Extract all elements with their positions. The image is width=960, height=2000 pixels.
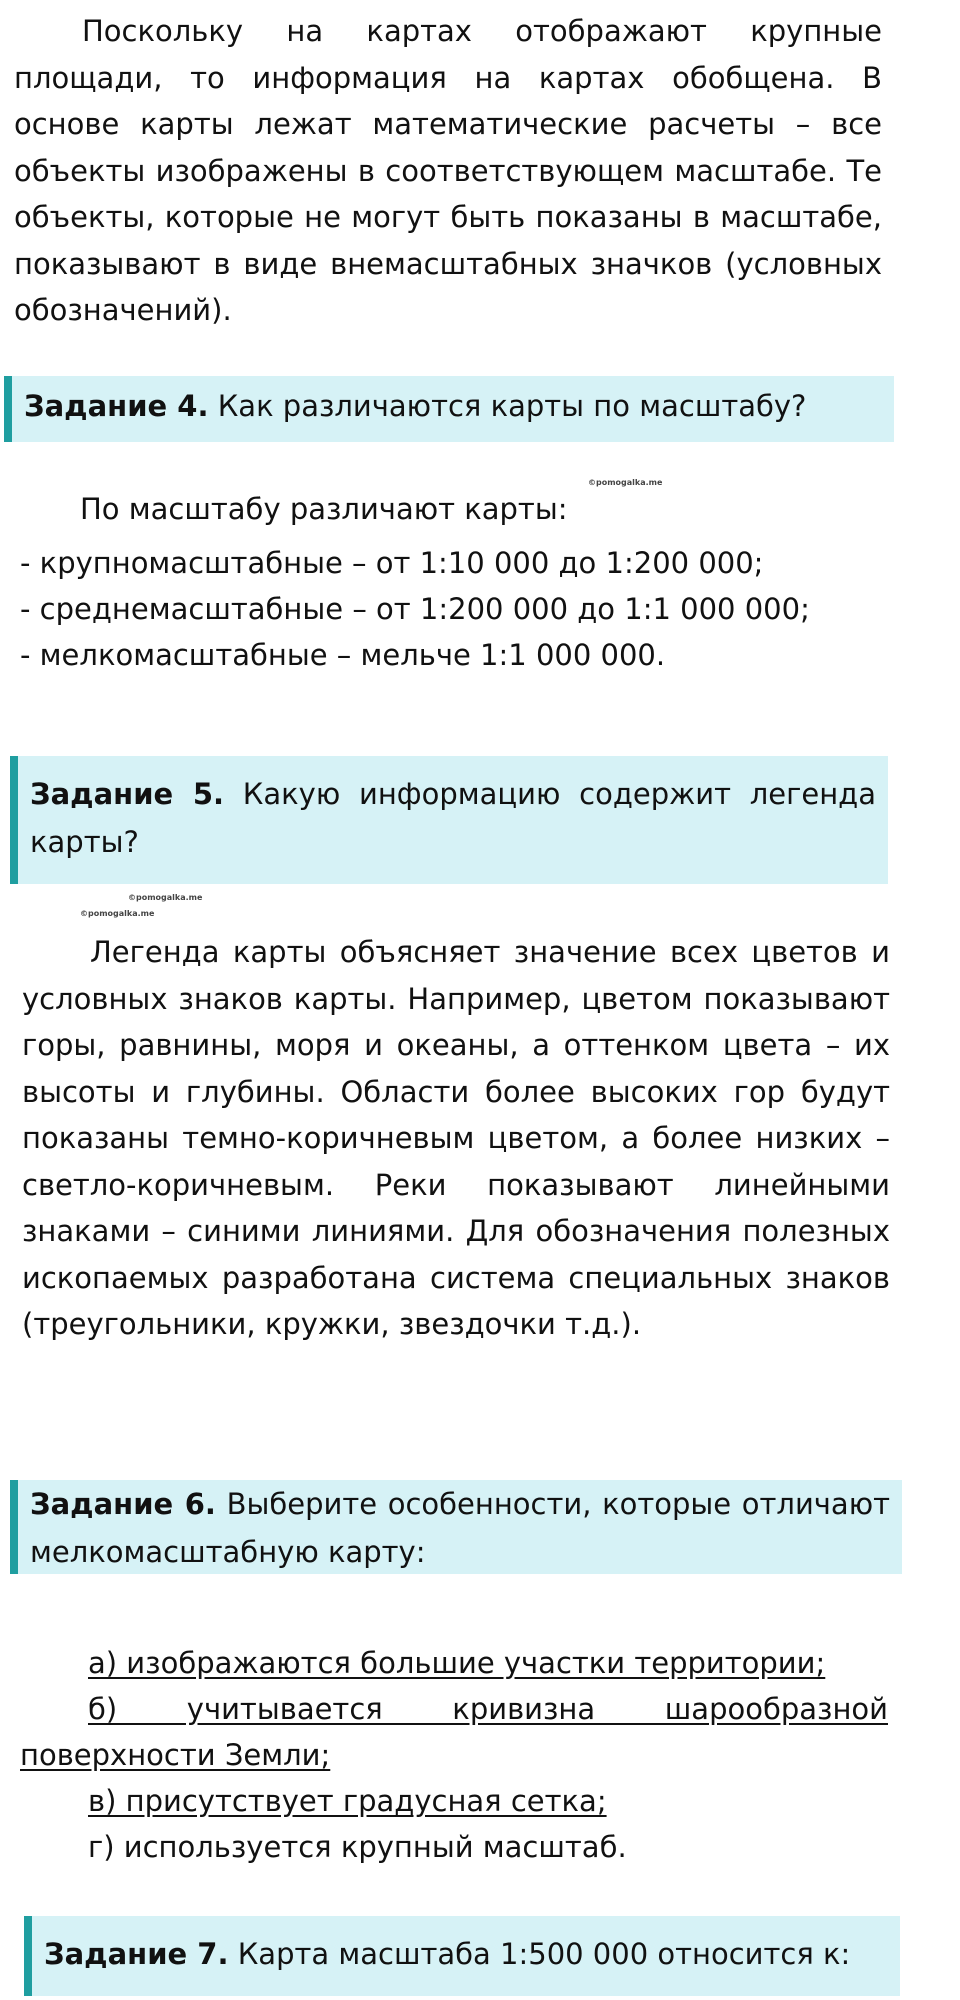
task-5-answer: Легенда карты объясняет значение всех цветов и условных знаков карты. Например, цветом показывают горы, равнины, моря и океаны, а оттенком цвета – их высоты и глубины. Области более высоких гор будут показаны темно-коричневым цветом, а более низких – светло-коричневым. Реки показывают линейными знаками – синими линиями. Для обозначения полезных ископаемых разработана система специальных знаков (треугольники, кружки, звездочки т.д.).	[22, 935, 890, 1341]
task-6-header	[10, 1480, 902, 1574]
task-5-header	[10, 756, 888, 884]
task-7-header	[24, 1916, 900, 1996]
watermark: ©pomogalka.me	[128, 893, 203, 902]
task-4-header	[4, 376, 894, 442]
task-6-label: Задание 6.	[30, 1487, 216, 1521]
task-6-option-b: б) учитывается кривизна шарообразной поверхности Земли;	[20, 1692, 888, 1772]
task-7-question: Карта масштаба 1:500 000 относится к:	[228, 1937, 851, 1971]
task-6-option-a: а) изображаются большие участки территории;	[88, 1646, 826, 1680]
task-4-answer-intro: По масштабу различают карты:	[80, 492, 568, 526]
task-7-label: Задание 7.	[44, 1937, 229, 1971]
task-6-option-c: в) присутствует градусная сетка;	[88, 1784, 607, 1818]
task-6-question: Выберите особенности, которые отличают мелкомасштабную карту:	[30, 1487, 891, 1569]
task-4-item-small-scale: - мелкомасштабные – мельче 1:1 000 000.	[20, 638, 666, 672]
watermark: ©pomogalka.me	[80, 909, 155, 918]
task-4-question: Как различаются карты по масштабу?	[208, 389, 807, 423]
task-5-question: Какую информацию содержит легенда карты?	[30, 777, 876, 859]
task-4-item-large-scale: - крупномасштабные – от 1:10 000 до 1:200 000;	[20, 546, 764, 580]
watermark: ©pomogalka.me	[588, 478, 663, 487]
task-6-option-d: г) используется крупный масштаб.	[88, 1830, 627, 1864]
task-5-label: Задание 5.	[30, 777, 225, 811]
task-4-item-medium-scale: - среднемасштабные – от 1:200 000 до 1:1 000 000;	[20, 592, 810, 626]
intro-paragraph: Поскольку на картах отображают крупные площади, то информация на картах обобщена. В основе карты лежат математические расчеты – все объекты изображены в соответствующем масштабе. Те объекты, которые не могут быть показаны в масштабе, показывают в виде внемасштабных значков (условных обозначений).	[14, 14, 882, 327]
task-4-label: Задание 4.	[24, 389, 209, 423]
